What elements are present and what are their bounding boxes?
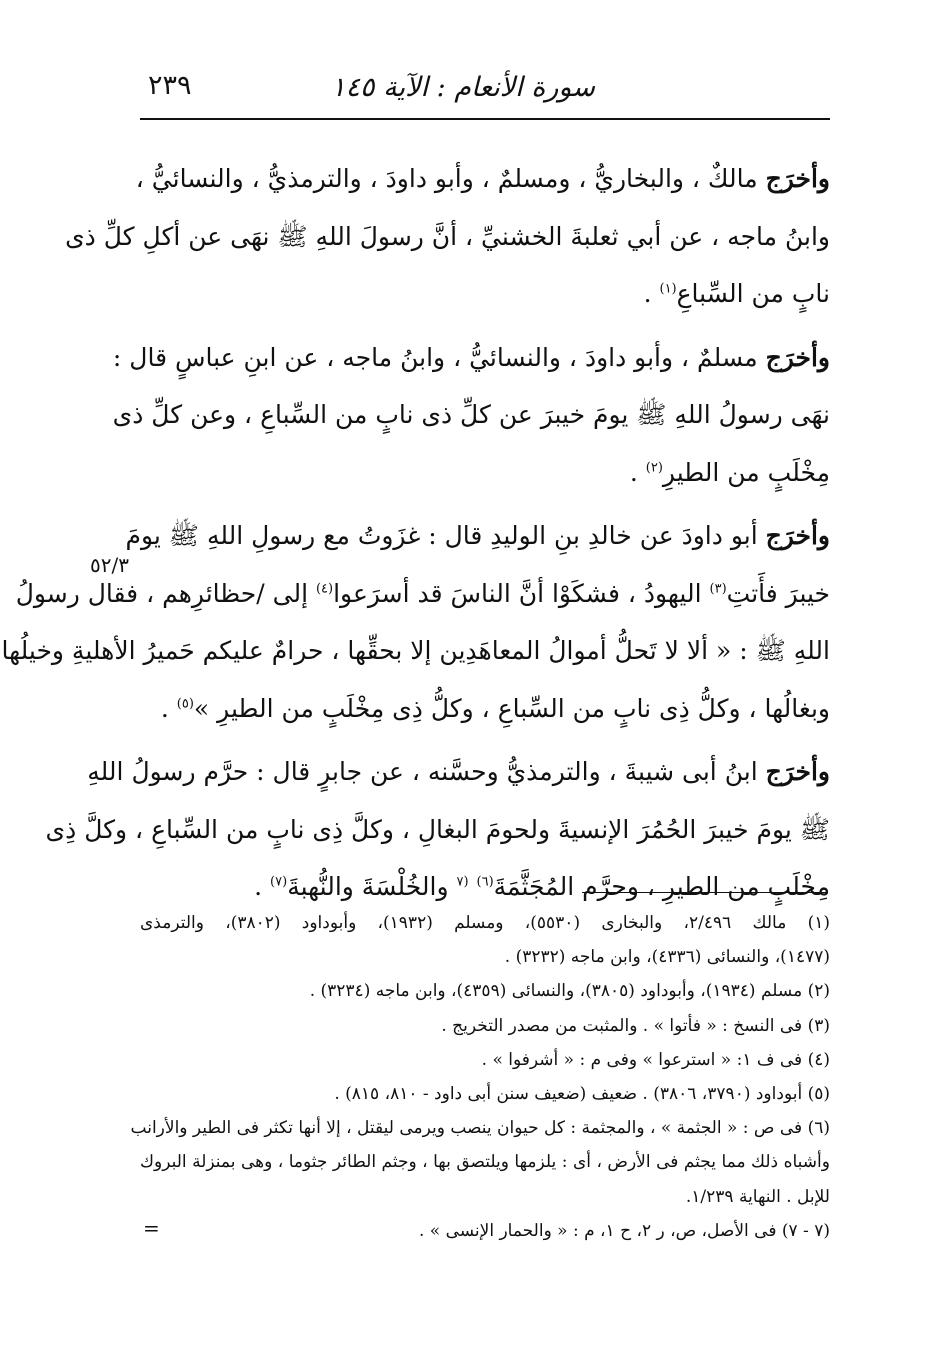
text-line	[112, 386, 830, 444]
line-text: اليهودُ ، فشكَوْا أنَّ الناسَ قد أسرَعوا	[333, 578, 710, 608]
line-text: .	[254, 872, 271, 901]
footnote-ref[interactable]: (٣)	[709, 581, 727, 597]
header-rule	[140, 118, 830, 120]
text-line	[112, 329, 830, 387]
line-text: نابٍ من السِّباعِ	[676, 279, 830, 308]
running-header	[140, 62, 830, 112]
footnote-line: (٧ - ٧) فى الأصل، ص، ر ٢، ح ١، م : « والحمار الإنسى » .	[418, 1220, 830, 1241]
footnote-line: (٢) مسلم (١٩٣٤)، وأبوداود (٣٨٠٥)، والنسائى (٤٣٥٩)، وابن ماجه (٣٢٣٤) .	[309, 981, 830, 1002]
line-text: اللهِ ﷺ : « ألا لا تَحلُّ أموالُ المعاهَدِين إلا بحقِّها ، حرامٌ عليكم حَميرُ الأهليةِ وخيلُها	[1, 636, 830, 665]
footnote-line: (١٤٧٧)، والنسائى (٤٣٣٦)، وابن ماجه (٣٢٣٢) .	[504, 947, 830, 968]
footnote-line: (٣) فى النسخ : « فأتوا » . والمثبت من مصدر التخريج .	[441, 1015, 830, 1036]
line-text: .	[643, 279, 660, 308]
line-text: أبو داودَ عن خالدِ بنِ الوليدِ قال : غزَوتُ مع رسولِ اللهِ ﷺ يومَ	[125, 521, 766, 550]
keyword: وأخرَج	[765, 521, 830, 550]
footnotes	[130, 906, 830, 1248]
footnote-ref[interactable]: (١)	[659, 281, 677, 297]
footnote-line: (٦) فى ص : « الجثمة » ، والمجثمة : كل حيوان ينصب ويرمى ليقتل ، إلا أنها تكثر فى الطير والأرانب	[130, 1118, 830, 1139]
text-line	[45, 801, 830, 859]
surah-title: سورة الأنعام : الآية ١٤٥	[331, 72, 595, 103]
footnote-rule	[582, 892, 828, 893]
text-line	[140, 265, 830, 323]
footnote-ref[interactable]: (٧	[456, 874, 469, 890]
line-text	[469, 872, 477, 901]
footnote-line: وأشباه ذلك مما يجثم فى الأرض ، أى : يلزمها ويلتصق بها ، وجثم الطائر جثوما ، وهى بمنزلة البروك	[140, 1152, 830, 1173]
keyword: وأخرَج	[765, 342, 830, 372]
text-line	[125, 507, 830, 565]
line-text: .	[160, 693, 177, 723]
paragraph	[112, 329, 830, 502]
margin-reference: ٥٢/٣	[90, 553, 129, 577]
text-line	[65, 208, 830, 266]
footnote-ref[interactable]: (٢)	[645, 460, 663, 476]
footnote-ref[interactable]: (٦)	[476, 874, 494, 890]
text-line	[140, 680, 830, 738]
keyword: وأخرَج	[765, 757, 830, 786]
line-text: ابنُ أبى شيبةَ ، والترمذيُّ وحسَّنه ، عن جابرٍ قال : حرَّم رسولُ اللهِ	[87, 757, 766, 786]
text-line	[135, 150, 830, 208]
footnote-line: (١) مالك ٢/٤٩٦، والبخارى (٥٥٣٠)، ومسلم (١٩٣٢)، وأبوداود (٣٨٠٢)، والترمذى	[140, 913, 830, 933]
footnote-ref[interactable]: (٧)	[270, 874, 288, 890]
line-text: مسلمٌ ، وأبو داودَ ، والنسائيُّ ، وابنُ ماجه ، عن ابنِ عباسٍ قال :	[112, 342, 766, 372]
continuation-mark: =	[143, 1216, 160, 1240]
footnote-ref[interactable]: (٥)	[176, 696, 194, 712]
footnote-line: (٥) أبوداود (٣٧٩٠، ٣٨٠٦) . ضعيف (ضعيف سنن أبى داود - ٨١٠، ٨١٥) .	[334, 1083, 830, 1104]
text-line	[140, 444, 830, 502]
keyword: وأخرَج	[765, 164, 830, 193]
footnote-line: (٤) فى ف ١: « استرعوا » وفى م : « أشرفوا » .	[481, 1049, 830, 1070]
line-text: والخُلْسَةَ والنُّهبةَ	[287, 872, 457, 901]
footnote-line: للإبل . النهاية ١/٢٣٩.	[685, 1186, 830, 1207]
text-line	[87, 743, 830, 801]
line-text: إلى /حظائرِهم ، فقال رسولُ	[15, 578, 316, 608]
line-text: ﷺ يومَ خيبرَ الحُمُرَ الإنسيةَ ولحومَ البغالِ ، وكلَّ ذِى نابٍ من السِّباعِ ، وكلَّ ذِى	[45, 814, 830, 844]
line-text: .	[629, 457, 646, 487]
paragraph	[65, 150, 830, 323]
footnote-ref[interactable]: (٤)	[315, 581, 334, 597]
line-text: مِخْلَبٍ من الطيرِ	[662, 457, 830, 487]
line-text: وابنُ ماجه ، عن أبي ثعلبةَ الخشنيِّ ، أنَّ رسولَ اللهِ ﷺ نهَى عن أكلِ كلِّ ذى	[65, 221, 830, 251]
line-text: نهَى رسولُ اللهِ ﷺ يومَ خيبرَ عن كلِّ ذى نابٍ من السِّباعِ ، وعن كلِّ ذى	[112, 400, 830, 429]
line-text: مالكٌ ، والبخاريُّ ، ومسلمٌ ، وأبو داودَ ، والترمذيُّ ، والنسائيُّ ،	[135, 164, 766, 193]
line-text: وبغالُها ، وكلُّ ذِى نابٍ من السِّباعِ ، وكلُّ ذِى مِخْلَبٍ من الطيرِ »	[193, 693, 830, 723]
text-line	[1, 622, 830, 680]
line-text: خيبرَ فأَتتِ	[726, 578, 830, 608]
paragraph	[45, 743, 830, 916]
line-text: مِخْلَبٍ من الطيرِ ، وحرَّم المُجَثَّمَةَ	[493, 872, 830, 901]
page-number: ٢٣٩	[148, 70, 192, 101]
